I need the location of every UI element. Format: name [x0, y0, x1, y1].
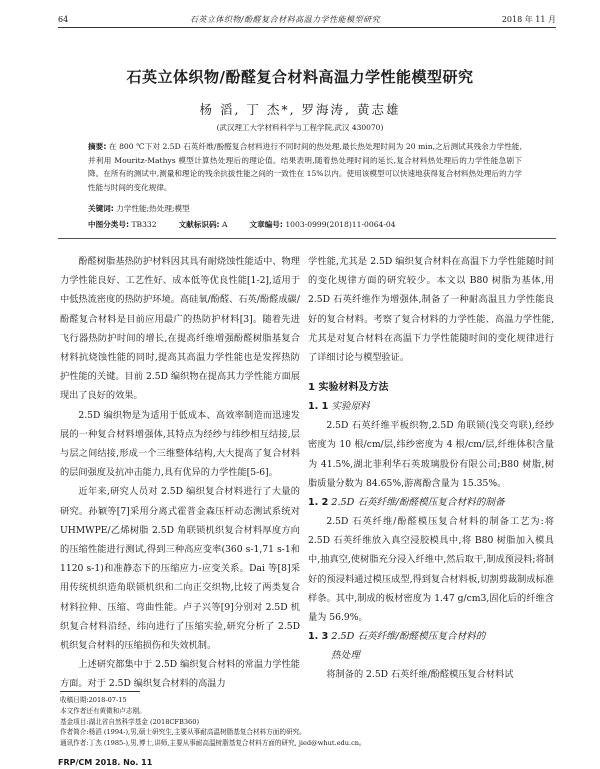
subsection-title-continued: 热处理	[331, 650, 360, 662]
section-heading: 1 实验材料及方法	[308, 382, 389, 394]
keywords-label: 关键词:	[88, 204, 114, 213]
subsection-title: 2.5D 石英纤维/酚醛模压复合材料的制备	[331, 497, 505, 509]
subsection-heading	[308, 627, 554, 665]
header-rule	[58, 27, 556, 28]
clc-label: 中图分类号:	[88, 220, 130, 229]
page-number: 64	[58, 14, 69, 24]
author-bio: 作者简介:杨滔 (1994-),男,硕士研究生,主要从事耐高温树脂基复合材料方面的研究。	[60, 728, 306, 737]
abstract-text: 在 800 ℃下对 2.5D 石英纤维/酚醛复合材料进行不同时间的热处理,最长热处理时间为 20 min,之后测试其残余力学性能,并利用 Mouritz-Mathys 模型计算热处理后的理论值。结果表明,随着热处理时间的延长,复合材料热处理后的力学性能急剧下降。在所有的测试中,测量和理论的残余抗拔性能之间的一致性在 15%以内。使用该模型可以快速地获得复合材料热处理后的力学性能与时间的变化规律。	[88, 142, 522, 192]
running-title: 石英立体织物/酚醛复合材料高温力学性能模型研究	[189, 14, 381, 24]
paragraph: 上述研究都集中于 2.5D 编织复合材料的常温力学性能方面。对于 2.5D 编织复合材料的高温力	[60, 659, 300, 690]
doc-code-value: A	[222, 220, 228, 229]
classification-line	[88, 219, 522, 230]
document-code	[179, 219, 228, 230]
article-title: 石英立体织物/酚醛复合材料高温力学性能模型研究	[126, 68, 474, 86]
clc-value: TB332	[131, 220, 157, 229]
running-head	[58, 12, 556, 26]
article-no-value: 1003-0999(2018)11-0064-04	[285, 220, 396, 229]
paragraph: 2.5D 石英纤维/酚醛模压复合材料的制备工艺为:将 2.5D 石英纤维放入真空浸胶模具中,将 B80 树脂加入模具中,抽真空,使树脂充分浸入纤维中,然后取干,制成预浸料;将制好的预浸料通过模压成型,得到复合材料板,切割剪裁制成标准样条。其中,制成的板材密度为 1.47 g/cm3,固化后的纤维含量为 56.9%。	[308, 516, 554, 624]
subsection-number: 1. 3	[308, 631, 329, 643]
body-column-left	[60, 252, 300, 694]
body-column-right	[308, 252, 554, 684]
article-no-label: 文章编号:	[249, 220, 283, 229]
affiliation: (武汉理工大学材料科学与工程学院,武汉 430070)	[216, 123, 384, 132]
issue-date: 2018 年 11 月	[501, 14, 556, 24]
paragraph: 酚醛树脂基热防护材料因其具有耐烧蚀性能适中、物理力学性能良好、工艺性好、成本低等优良性能[1-2],适用于中低热流密度的热防护环境。高硅氧/酚醛、石英/酚醛成碳/酚醛复合材料是目前应用最广的热防护材料[3]。随着先进飞行器热防护时间的增长,在提高纤维增强酚醛树脂基复合材料抗烧蚀性能的同时,提高其高温力学性能也是发挥热防护性能的关键。目前 2.5D 编织物在提高其力学性能方面展现出了良好的效果。	[60, 256, 300, 402]
received-date: 收稿日期:2018-07-15	[60, 696, 127, 704]
paragraph: 2.5D 编织物是为适用于低成本、高效率制造而迅速发展的一种复合材料增强体,其特点为经纱与纬纱相互结接,层与层之间结接,形成一个三维整体结构,大大提高了复合材料的层间强度及抗冲击能力,具有优异的力学性能[5-6]。	[60, 409, 300, 479]
subsection-title: 2.5D 石英纤维/酚醛模压复合材料的	[331, 631, 486, 643]
paragraph: 学性能,尤其是 2.5D 编织复合材料在高温下力学性能随时间的变化规律方面的研究较少。本文以 B80 树脂为基体,用 2.5D 石英纤维作为增强体,制备了一种耐高温且力学性能良好的复合材料。考察了复合材料的力学性能、高温力学性能,尤其是对复合材料在高温下力学性能随时间的变化规律进行了详细讨论与模型验证。	[308, 256, 554, 364]
article-number	[250, 219, 396, 230]
paragraph: 将制备的 2.5D 石英纤维/酚醛模压复合材料试	[326, 669, 514, 681]
fund-info: 基金项目:湖北省自然科学基金 (2018CFB360)	[60, 717, 200, 726]
paragraph: 近年来,研究人员对 2.5D 编织复合材料进行了大量的研究。孙颖等[7]采用分离式霍普金森压杆动态测试系统对 UHMWPE/乙烯树脂 2.5D 角联锁机织复合材料厚度方向的压缩性能进行测试,得到三种高应变率(360 s-1,71 s-1和 1120 s-1)和准静态下的压缩应力-应变关系。Dai 等[8]采用传统机织造角联锁机织和二向正交织物,比较了两类复合材料拉伸、压缩、弯曲性能。卢子兴等[9]分别对 2.5D 机织复合材料沿经、纬向进行了压缩实验,研究分析了 2.5D 机织复合材料的压缩损伤和失效机制。	[60, 486, 300, 652]
author-list: 杨 滔, 丁 杰*, 罗海涛, 黄志雄	[199, 102, 401, 117]
paragraph: 2.5D 石英纤维平板织物,2.5D 角联锁(浅交弯联),经纱密度为 10 根/cm/层,纬纱密度为 4 根/cm/层,纤维体积含量为 41.5%,湖北菲利华石英玻璃股份有限公司;B80 树脂,树脂质量分数为 84.65%,游离酚含量为 15.35%。	[308, 420, 554, 489]
journal-footer-tag: FRP/CM 2018. No. 11	[58, 758, 153, 767]
footnotes	[60, 695, 556, 749]
keywords	[88, 203, 522, 214]
corresponding-author: 通讯作者:丁杰 (1985-),男,博士,讲师,主要从事耐高温树脂基复合材料方面的研究, jied@whut.edu.cn。	[60, 739, 366, 748]
fund-intro: 本文作者还有黄微和卢志刚。	[60, 706, 146, 715]
subsection-number: 1. 2	[308, 497, 329, 509]
subsection-number: 1. 1	[308, 401, 329, 413]
subsection-heading	[308, 493, 554, 512]
clc-code	[88, 219, 157, 230]
abstract-label: 摘要:	[88, 142, 107, 151]
abstract-rule	[58, 238, 556, 239]
abstract	[88, 140, 522, 194]
doc-code-label: 文献标识码:	[178, 220, 220, 229]
keywords-text: 力学性能;热处理;模型	[116, 204, 190, 213]
subsection-title: 实验原料	[331, 401, 370, 413]
footnote-rule	[60, 691, 140, 692]
subsection-heading	[308, 397, 554, 416]
